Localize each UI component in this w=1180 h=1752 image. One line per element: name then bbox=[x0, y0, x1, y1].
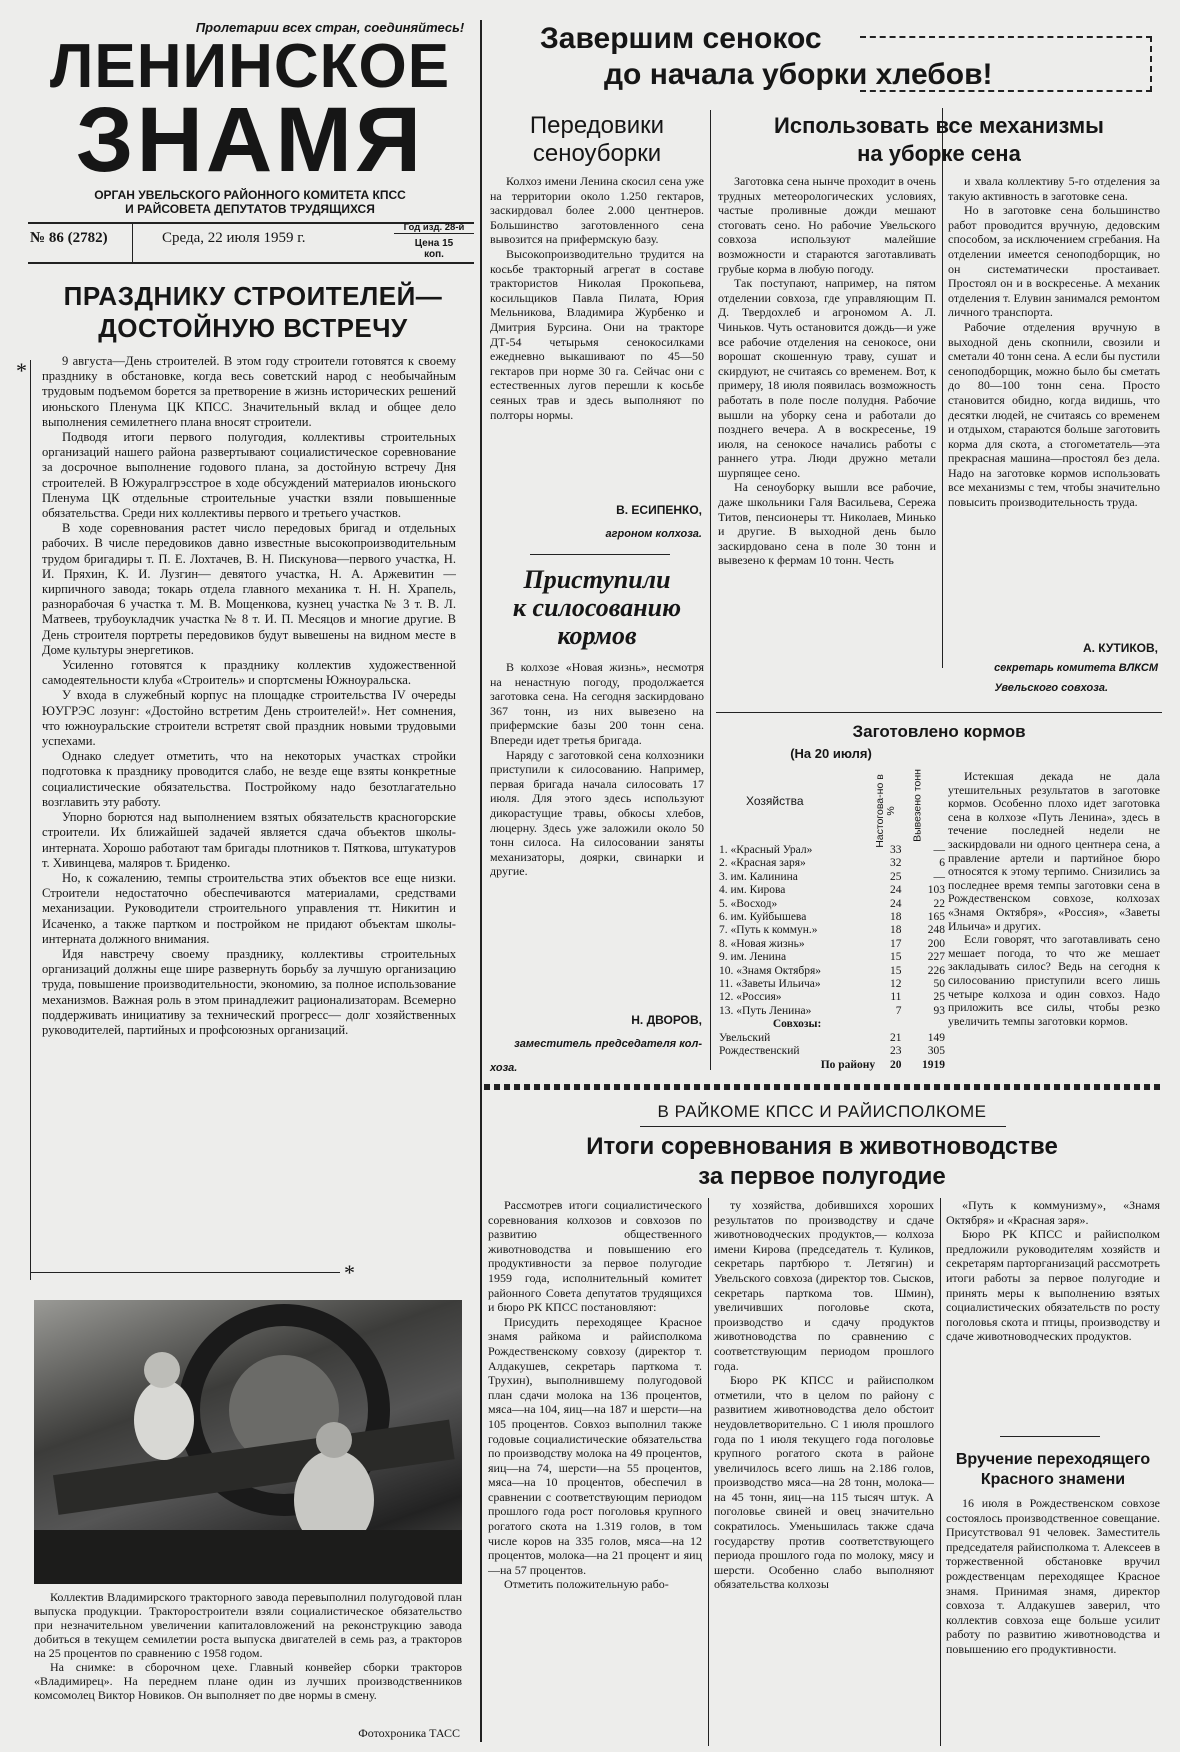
fodder-table-body bbox=[716, 844, 948, 1072]
issue-date: Среда, 22 июля 1959 г. bbox=[162, 230, 306, 246]
raikom-kicker: В РАЙКОМЕ КПСС И РАЙИСПОЛКОМЕ bbox=[657, 1102, 987, 1121]
masthead-divider bbox=[132, 224, 133, 262]
farm-name: 6. им. Куйбышева bbox=[719, 911, 807, 924]
award-headline-line1: Вручение переходящего bbox=[955, 1451, 1151, 1468]
table-column-rule bbox=[942, 108, 943, 668]
table-row bbox=[716, 991, 948, 1004]
table-row bbox=[716, 1018, 948, 1031]
hauled-tons: 93 bbox=[933, 1004, 945, 1017]
kicker-underline bbox=[640, 1126, 1006, 1127]
peredoviki-headline-line1: Передовики bbox=[529, 112, 665, 139]
total-label: По району bbox=[820, 1058, 876, 1071]
raikom-paragraph: Бюро РК КПСС и райисполком предложили руководителям хозяйств и секретарям парторганизаций рассмотреть итоги работы за первое полугодие и принять меры к выполнению взятых социалистических обязательств по росту поголовья скота и птицы, производству и сдаче животноводческих продуктов. bbox=[946, 1227, 1160, 1344]
table-row bbox=[716, 844, 948, 857]
raikom-col1 bbox=[488, 1198, 702, 1746]
silos-author-role-line1: заместитель председателя кол- bbox=[514, 1038, 702, 1050]
hauled-tons: 6 bbox=[939, 857, 945, 870]
newspaper-title-line1: ЛЕНИНСКОЕ bbox=[49, 32, 451, 101]
table-top-rule bbox=[716, 712, 1162, 713]
stacked-percent: 18 bbox=[889, 911, 902, 924]
mechanisms-col2 bbox=[948, 174, 1160, 640]
peredoviki-paragraph: Колхоз имени Ленина скосил сена уже на территории около 1.250 гектаров, заскирдовал более 2.000 центнеров. Большинство заготовленного сена вывозится на прифермскую базу. bbox=[490, 174, 704, 247]
table-row bbox=[716, 924, 948, 937]
farm-name: Рождественский bbox=[719, 1045, 800, 1058]
table-row bbox=[716, 1032, 948, 1045]
mechanisms-headline-line1: Использовать все механизмы bbox=[774, 113, 1104, 138]
mechanisms-author-role-line1: секретарь комитета ВЛКСМ bbox=[994, 662, 1158, 674]
silos-body bbox=[490, 660, 704, 1006]
empty-cell bbox=[904, 1018, 948, 1031]
section-divider-wavy bbox=[484, 1084, 1160, 1090]
raikom-headline-line1: Итоги соревнования в животноводстве bbox=[586, 1133, 1058, 1160]
farm-name: 9. им. Ленина bbox=[719, 951, 787, 964]
lead-paragraph: Упорно борются над выполнением взятых обязательств красногорские строители. Их ближайшей задачей является сдача объектов школы-интерната. Хорошо работают там бригады плотников т. Пяткова, штукатуров т. Хивинцева, маляров т. Бриденко. bbox=[42, 810, 456, 870]
peredoviki-headline-line2: сеноуборки bbox=[532, 140, 662, 167]
farm-name: 13. «Путь Ленина» bbox=[719, 1004, 812, 1017]
award-top-rule bbox=[1000, 1436, 1100, 1437]
silos-headline-line3: кормов bbox=[557, 621, 637, 650]
stacked-percent: 32 bbox=[889, 857, 902, 870]
farm-name: 4. им. Кирова bbox=[719, 884, 786, 897]
raikom-paragraph: Присудить переходящее Красное знамя райкома и райисполкома Рождественскому совхозу (директор т. Алдакушев, секретарь парткома т. Трухин), выполнившему полугодовой план сдачи молока на 136 процентов, мяса—на 104, яиц—на 187 и шерсти—на 105 процентов. Совхоз выполнил также годовые социалистические обязательства по производству молока на 49 процентов, яиц—на 74, шерсти—на 55 процентов, мяса—на 10 процентов, обеспечил в сравнении с соответствующим периодом прошлого года рост поголовья крупного рогатого скота на 1.319 голов, в том числе коров на 335 голов, мяса—на 12 процентов, молока—на 21 процент и яиц—на 57 процентов. bbox=[488, 1314, 702, 1577]
raikom-rule-2 bbox=[940, 1198, 941, 1746]
stacked-percent: 21 bbox=[889, 1031, 902, 1044]
total-row bbox=[716, 1059, 948, 1072]
hauled-tons: 103 bbox=[927, 884, 945, 897]
hauled-tons: 200 bbox=[927, 937, 945, 950]
hauled-tons: — bbox=[933, 870, 945, 883]
masthead-rule-bottom bbox=[28, 262, 474, 264]
mechanisms-author-role-line2: Увельского совхоза. bbox=[994, 682, 1108, 694]
lead-paragraph: В ходе соревнования растет число передовых бригад и отдельных рабочих. В числе передовиков давно известные высокопроизводительным трудом бригадиры т. П. Е. Лохтачев, В. Н. Пискунова—первого участка, Н. И. Пряхин, К. И. Лузгин— девятого участка, Н. А. Аржевитин — кирпичного завода; токарь отдела главного механика т. Н. Н. Храпель, разнорабочая 6 участка т. М. В. Мощенкова, кузнец участка № 3 т. В. Л. Матвеев, трубоукладчик участка № 8 т. И. П. Месяцов и многие другие. В День строителя портреты передовиков будут вывешены на видном месте в Доме культуры энергетиков. bbox=[42, 521, 456, 657]
table-row bbox=[716, 938, 948, 951]
table-row bbox=[716, 898, 948, 911]
photo-caption-paragraph: Коллектив Владимирского тракторного завода перевыполнил полугодовой план выпуска продукции. Тракторостроители взяли социалистическое обязательство при незначительном увеличении капиталовложений на реконструкцию завода добиться в текущем семилетии роста выпуска двигателей в семь раз, а тракторов на 25 процентов по сравнению с 1958 годом. bbox=[34, 1590, 462, 1660]
stacked-percent: 23 bbox=[889, 1045, 902, 1058]
col-hauled-header: Вывезено тонн bbox=[911, 769, 924, 842]
lead-headline-line2: ДОСТОЙНУЮ ВСТРЕЧУ bbox=[98, 313, 408, 343]
stacked-percent: 20 bbox=[889, 1058, 902, 1071]
farm-name: 1. «Красный Урал» bbox=[719, 844, 813, 856]
hauled-tons: 226 bbox=[927, 964, 945, 977]
newspaper-title-line2: ЗНАМЯ bbox=[75, 89, 425, 191]
table-row bbox=[716, 951, 948, 964]
tractor-factory-photo bbox=[34, 1300, 462, 1584]
lead-paragraph: Однако следует отметить, что на некоторых участках стройки подготовка к празднику проводится слабо, не везде еще взяты конкретные социалистические обязательства. Постройкому надо безотлагательно возглавить эту работу. bbox=[42, 749, 456, 809]
star-ornament: * bbox=[344, 1260, 355, 1285]
lead-paragraph: Подводя итоги первого полугодия, коллективы строительных организаций нашего района развертывают социалистическое соревнование за досрочное выполнение годового плана, за достойную встречу Дня строителей. В Южуралгрэсстрое в ходе обсуждений материалов июньского Пленума ЦК отдельные строительные участки взяли повышенные обязательства. Среди них коллективы первого и третьего участков. bbox=[42, 430, 456, 521]
stacked-percent: 18 bbox=[889, 924, 902, 937]
issue-number: № 86 (2782) bbox=[30, 230, 108, 246]
hauled-tons: 227 bbox=[927, 951, 945, 964]
hauled-tons: 248 bbox=[927, 924, 945, 937]
silos-paragraph: В колхозе «Новая жизнь», несмотря на ненастную погоду, продолжается заготовка сена. На сегодня заскирдовано 367 тонн, из них вывезено на прифермские базы 200 тонн сена. Впереди идет третья бригада. bbox=[490, 660, 704, 747]
farm-name: Увельский bbox=[719, 1031, 771, 1044]
peredoviki-author: В. ЕСИПЕНКО, bbox=[616, 503, 702, 517]
peredoviki-body bbox=[490, 174, 704, 500]
organ-line1: ОРГАН УВЕЛЬСКОГО РАЙОННОГО КОМИТЕТА КПСС bbox=[94, 188, 406, 202]
banner-line1: Завершим сенокос bbox=[540, 22, 822, 55]
silos-headline-line2: к силосованию bbox=[512, 593, 682, 622]
fodder-commentary bbox=[948, 770, 1160, 1068]
farm-name: 5. «Восход» bbox=[719, 897, 778, 910]
raikom-rule-1 bbox=[708, 1198, 709, 1746]
award-paragraph: 16 июля в Рождественском совхозе состоялось производственное совещание. Присутствовал 91 человек. Заместитель председателя райисполкома т. Алексеев в торжественной обстановке вручил рождественцам переходящее Красное знамя. Принимая знамя, директор совхоза т. Алдакушев заверил, что коллектив совхоза еще больше усилит работу по развитию животноводства и повышению его продуктивности. bbox=[946, 1496, 1160, 1656]
award-headline-line2: Красного знамени bbox=[980, 1471, 1126, 1488]
table-row bbox=[716, 1005, 948, 1018]
raikom-paragraph: Отметить положительную рабо- bbox=[504, 1577, 669, 1592]
issue-price: Цена 15 коп. bbox=[414, 238, 454, 260]
page-column-rule bbox=[480, 20, 482, 1742]
middle-column-rule bbox=[710, 110, 711, 1070]
table-row bbox=[716, 965, 948, 978]
lead-paragraph: Идя навстречу своему празднику, коллективы строительных организаций должны еще шире развернуть борьбу за лучшую организацию труда, повышение производительности, экономию, за полное использование механизмов. Важная роль в этом принадлежит рационализаторам. Всемерно поддерживать инициативу за технический прогресс— долг хозяйственных руководителей, партийных и профсоюзных организаций. bbox=[42, 946, 456, 1037]
raikom-paragraph: Бюро РК КПСС и райисполком отметили, что в целом по району с развитием животноводства дело обстоит неудовлетворительно. С 1 июля прошлого года по 1 июля текущего года поголовье крупного рогатого скота в районе увеличилось всего лишь на 2.186 голов, производство мяса—на 28 тонн, молока—на 45 тонн, яиц—на 115 тысяч штук. А поголовье свиней и овец значительно сократилось. Уменьшилась также сдача государству против соответствующего периода прошлого года по молоку, мясу и шерсти. Особенно слабо выполняют обязательства колхозы bbox=[714, 1373, 934, 1592]
farm-name: 2. «Красная заря» bbox=[719, 857, 806, 870]
mechanisms-col1 bbox=[718, 174, 936, 702]
mechanisms-paragraph: Заготовка сена нынче проходит в очень трудных метеорологических условиях, частые проливные дожди мешают стоговать сено. Но рабочие Увельского совхоза используют малейшие возможности и стараются заготавливать грубые корма в любую погоду. bbox=[718, 174, 936, 276]
silos-headline-line1: Приступили bbox=[523, 565, 671, 594]
award-body bbox=[946, 1496, 1160, 1746]
fodder-table bbox=[716, 770, 948, 1072]
mechanisms-headline-line2: на уборке сена bbox=[857, 141, 1021, 166]
raikom-paragraph: ту хозяйства, добившихся хороших результатов по производству и сдаче животноводческих продуктов,— колхоза имени Кирова (председатель т. Куликов, секретарь партбюро т. Летягин) и Увельского совхоза (директор тов. Сысков, секретарь парткома тов. Шмин), увеличивших поголовье скота, производство и сдачу продуктов животноводства по сравнению с соответствующим периодом прошлого года. bbox=[714, 1198, 934, 1373]
stacked-percent: 33 bbox=[889, 844, 902, 856]
raikom-paragraph: «Путь к коммунизму», «Знамя Октября» и «Красная заря». bbox=[946, 1198, 1160, 1227]
lead-left-rule bbox=[30, 360, 31, 1280]
hauled-tons: 149 bbox=[927, 1031, 945, 1044]
slogan: Пролетарии всех стран, соединяйтесь! bbox=[195, 20, 465, 35]
farm-name: 3. им. Калинина bbox=[719, 870, 798, 883]
empty-cell bbox=[878, 1018, 904, 1031]
table-row bbox=[716, 978, 948, 991]
photo-scene bbox=[34, 1300, 462, 1584]
raikom-col3 bbox=[946, 1198, 1160, 1432]
peredoviki-paragraph: Высокопроизводительно трудится на косьбе тракторный агрегат в составе трактористов Николая Прокопьева, косильщиков Павла Пилата, Юрия Мельникова, Владимира Журбенко и Дмитрия Бурсина. Они на тракторе ДТ-54 четырьмя сенокосилками ежедневно выкашивают по 45—50 гектаров при норме 30 га. Сейчас они с естественных лугов перешли к косьбе сеяных трав и здесь выполняют по полторы нормы. bbox=[490, 246, 704, 422]
sovkhoz-header: Совхозы: bbox=[772, 1018, 822, 1031]
silos-author-role-line2: хоза. bbox=[490, 1062, 518, 1074]
stacked-percent: 15 bbox=[889, 951, 902, 964]
photo-caption-paragraph: На снимке: в сборочном цехе. Главный конвейер сборки тракторов «Владимирец». На переднем плане один из лучших производственников комсомолец Виктор Новиков. Он выполняет по две нормы в смену. bbox=[34, 1660, 462, 1702]
hauled-tons: 305 bbox=[927, 1045, 945, 1058]
hauled-tons: 25 bbox=[933, 991, 945, 1004]
fodder-table-subtitle: (На 20 июля) bbox=[790, 746, 872, 761]
raikom-col2 bbox=[714, 1198, 934, 1746]
mechanisms-paragraph: Рабочие отделения вручную в выходной день скопнили, свозили и сметали 40 тонн сена. А если бы пустили сеноподборщик, можно было бы сметать до 80—100 тонн сена. Просто становится обидно, когда видишь, что десятки людей, не считаясь со временем и отдыхом, стараются больше заготовить корма для скота, а стогометатель—эта прекрасная машина—простоял без дела. Надо на заготовке кормов использовать все механизмы с тем, чтобы значительно повысить производительность труда. bbox=[948, 319, 1160, 510]
stacked-percent: 7 bbox=[895, 1004, 902, 1017]
lead-article-body bbox=[42, 354, 456, 1258]
mechanisms-author: А. КУТИКОВ, bbox=[1082, 641, 1158, 655]
lead-bottom-rule bbox=[30, 1272, 340, 1273]
lead-paragraph: Но, к сожалению, темпы строительства этих объектов все еще низки. Строители недостаточно обеспечиваются материалами, средствами механизации. Руководители строительного управления тт. Никитин и Исаченко, а также партком и постройком не придают объектам школы-интерната должного внимания. bbox=[42, 870, 456, 946]
hauled-tons: 50 bbox=[933, 978, 945, 991]
peredoviki-rule bbox=[530, 554, 670, 555]
lead-paragraph: Усиленно готовятся к празднику коллектив художественной самодеятельности клуба «Строитель» и спортсмены Южноуральска. bbox=[42, 658, 456, 688]
hauled-tons: 22 bbox=[933, 897, 945, 910]
stacked-percent: 25 bbox=[889, 870, 902, 883]
table-row bbox=[716, 911, 948, 924]
farm-name: 10. «Знамя Октября» bbox=[719, 964, 822, 977]
farm-name: 12. «Россия» bbox=[719, 991, 782, 1004]
table-row bbox=[716, 884, 948, 897]
mechanisms-paragraph: На сеноуборку вышли все рабочие, даже школьники Галя Васильева, Сережа Титов, пенсионеры тт. Николаев, Минько и другие. В выходной день было заскирдовано сена в поле 30 тонн и вывезено к фермам 10 тонн. Честь bbox=[718, 480, 936, 568]
farm-name: 8. «Новая жизнь» bbox=[719, 937, 805, 950]
farm-name: 11. «Заветы Ильича» bbox=[719, 978, 821, 991]
silos-author: Н. ДВОРОВ, bbox=[631, 1013, 702, 1027]
publication-year: Год изд. 28-й bbox=[394, 222, 474, 234]
stacked-percent: 11 bbox=[890, 991, 902, 1004]
stacked-percent: 24 bbox=[889, 897, 902, 910]
hauled-tons: 1919 bbox=[922, 1058, 945, 1071]
stacked-percent: 17 bbox=[889, 937, 902, 950]
lead-paragraph: 9 августа—День строителей. В этом году строители готовятся к своему празднику в обстановке, когда весь советский народ с необычайным трудовым подъемом борется за претворение в жизнь исторических решений июньского Пленума ЦК КПСС. Значительный вклад и общее дело выполнения семилетнего плана вносят строители. bbox=[42, 354, 456, 429]
silos-paragraph: Наряду с заготовкой сена колхозники приступили к силосованию. Например, первая бригада начала силосовать 17 июля. Для этого здесь используют дикорастущие травы, обкосы хлебов, люцерну. Здесь уже заложили около 50 тонн силоса. На силосовании заняты механизаторы, доярки, свинарки и другие. bbox=[490, 747, 704, 879]
table-row bbox=[716, 1045, 948, 1058]
raikom-headline-line2: за первое полугодие bbox=[698, 1163, 946, 1190]
mechanisms-paragraph: Так поступают, например, на пятом отделении совхоза, где управляющим П. Д. Твердохлеб и агрономом А. Л. Чиньков. Чуть остановится дождь—и уже все рабочие отделения на сенокосе, они ворошат скошенную траву, сушат и скирдуют, не считаясь со временем. Вот, к примеру, 18 июля появилась возможность работать в поле после полудня. Рабочие вышли на уборку сена и работали до позднего вечера. А в воскресенье, 19 июля, на сенокосе начались работы с раннего утра. Люди дружно метали шурпящее сено. bbox=[718, 276, 936, 480]
table-row bbox=[716, 857, 948, 870]
farm-name: 7. «Путь к коммун.» bbox=[719, 924, 818, 937]
stacked-percent: 24 bbox=[889, 884, 902, 897]
star-ornament: * bbox=[16, 358, 27, 383]
hauled-tons: 165 bbox=[927, 911, 945, 924]
photo-caption bbox=[34, 1590, 462, 1702]
raikom-paragraph: Рассмотрев итоги социалистического соревнования колхозов и совхозов по развитию общественного животноводства и повышению его продуктивности за первое полугодие 1959 года, исполнительный комитет районного Совета депутатов трудящихся и бюро РК КПСС постановляют: bbox=[488, 1198, 702, 1315]
banner-frame bbox=[860, 36, 1152, 92]
table-row bbox=[716, 871, 948, 884]
fodder-commentary-paragraph: Истекшая декада не дала утешительных результатов в заготовке кормов. Особенно плохо идет заготовка сена в колхозе «Путь Ленина», здесь в течение последней недели не заскирдовали ни одного центнера сена, а правление артели и партийное бюро относятся к этому терпимо. Снизились за последнее время темпы заготовки сена в Рождественском совхозе, колхозах «Знамя Октября», «Россия», «Заветы Ильича» и других. bbox=[948, 770, 1160, 933]
fodder-table-title: Заготовлено кормов bbox=[852, 722, 1026, 741]
lead-paragraph: У входа в служебный корпус на площадке строительства IV очереды ЮУГРЭС лозунг: «Достойно встретим День строителей!». Нет сомнения, что южноуральские строители встретят свой праздник новыми трудовыми успехами. bbox=[42, 688, 456, 749]
fodder-commentary-paragraph: Если говорят, что заготавливать сено мешает погода, то что же мешает закладывать силос? Ведь на сегодня к силосованию приступили всего лишь четыре колхоза и один совхоз. Надо приложить все силы, чтобы резко увеличить темпы заготовки кормов. bbox=[948, 932, 1160, 1028]
col-stacked-header: Настогова-но в % bbox=[874, 774, 897, 848]
stacked-percent: 15 bbox=[889, 964, 902, 977]
lead-headline-line1: ПРАЗДНИКУ СТРОИТЕЛЕЙ— bbox=[63, 281, 443, 311]
mechanisms-paragraph: Но в заготовке сена большинство работ проводится вручную, дедовским способом, за исключением сгребания. На отделении имеется сеноподборщик, но он систематически простаивает. Простоял он и в воскресенье. А механик отделения т. Елувин занимался ремонтом личного транспорта. bbox=[948, 203, 1160, 320]
col-farm-header: Хозяйства bbox=[746, 794, 804, 808]
photo-credit: Фотохроника ТАСС bbox=[358, 1726, 460, 1740]
stacked-percent: 12 bbox=[889, 978, 902, 991]
banner-line2: до начала уборки хлебов! bbox=[604, 58, 993, 91]
peredoviki-author-role: агроном колхоза. bbox=[605, 528, 702, 540]
organ-line2: И РАЙСОВЕТА ДЕПУТАТОВ ТРУДЯЩИХСЯ bbox=[125, 202, 375, 216]
hauled-tons: — bbox=[933, 844, 945, 856]
mechanisms-paragraph: и хвала коллективу 5-го отделения за такую активность в заготовке сена. bbox=[948, 174, 1160, 203]
